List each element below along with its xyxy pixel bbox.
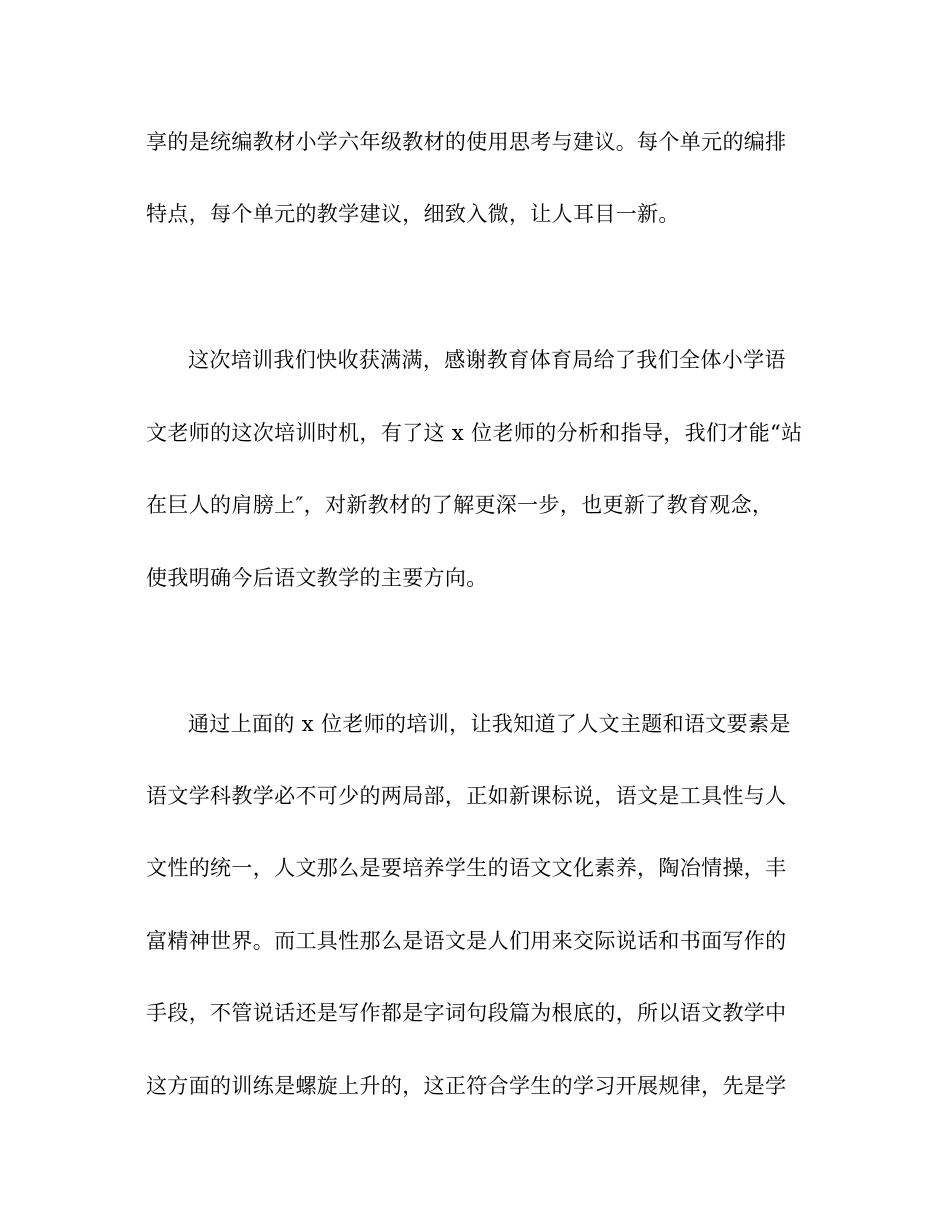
text-line: 通过上面的 x 位老师的培训，让我知道了人文主题和语文要素是: [188, 712, 791, 736]
text-line: 使我明确今后语文教学的主要方向。: [146, 566, 488, 590]
text-line: 这方面的训练是螺旋上升的，这正符合学生的学习开展规律，先是学: [146, 1074, 787, 1098]
text-line: 手段，不管说话还是写作都是字词句段篇为根底的，所以语文教学中: [146, 1001, 787, 1025]
text-line: 在巨人的肩膀上″，对新教材的了解更深一步，也更新了教育观念，: [146, 493, 774, 517]
text-line: 这次培训我们快收获满满，感谢教育体育局给了我们全体小学语: [188, 348, 786, 372]
text-line: 文性的统一，人文那么是要培养学生的语文文化素养，陶冶情操，丰: [146, 856, 787, 880]
text-line: 富精神世界。而工具性那么是语文是人们用来交际说话和书面写作的: [146, 929, 787, 953]
text-line: 特点，每个单元的教学建议，细致入微，让人耳目一新。: [146, 202, 680, 226]
text-line: 语文学科教学必不可少的两局部，正如新课标说，语文是工具性与人: [146, 784, 787, 808]
text-line: 文老师的这次培训时机，有了这 x 位老师的分析和指导，我们才能“站: [146, 421, 803, 445]
text-line: 享的是统编教材小学六年级教材的使用思考与建议。每个单元的编排: [146, 130, 787, 154]
